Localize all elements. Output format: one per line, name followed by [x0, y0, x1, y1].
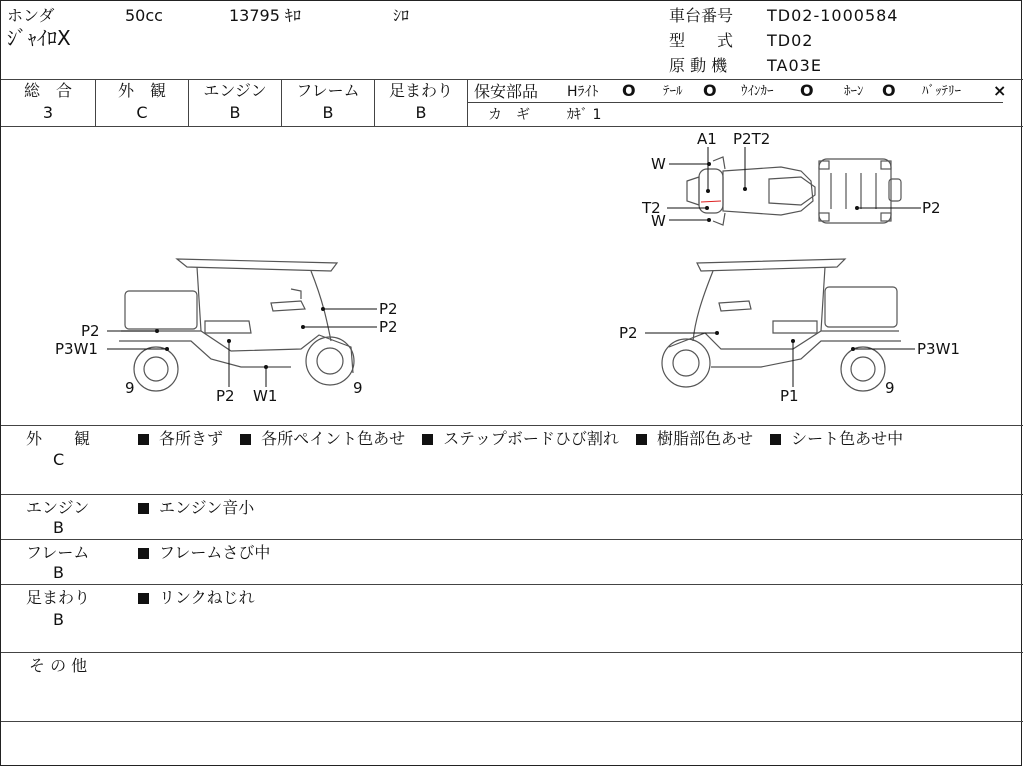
label-p2-left-front-lower: P2 — [379, 318, 398, 336]
engine-grade-value: B — [229, 103, 241, 122]
note-item: フレームさび中 — [159, 543, 271, 562]
divider — [1, 721, 1023, 722]
tail-label: ﾃｰﾙ — [663, 84, 683, 99]
divider — [1, 494, 1023, 495]
type-value: TD02 — [767, 31, 814, 50]
label-p2-top-right: P2 — [922, 199, 941, 217]
label-9-right: 9 — [885, 379, 895, 397]
battery-mark: × — [993, 81, 1007, 100]
suspension-grade-label: 足まわり — [388, 81, 453, 100]
divider — [1, 425, 1023, 426]
tail-mark: O — [703, 81, 717, 100]
engine-value: TA03E — [767, 56, 822, 75]
label-p1-right: P1 — [780, 387, 799, 405]
notes-engine-items — [138, 499, 266, 517]
label-p2-right: P2 — [619, 324, 638, 342]
color: ｼﾛ — [393, 6, 410, 25]
label-w-bottom: W — [651, 212, 666, 230]
label-a1: A1 — [697, 130, 717, 148]
bullet — [422, 434, 433, 445]
safety-label: 保安部品 — [474, 82, 539, 101]
bullet — [138, 593, 149, 604]
notes-exterior-label: 外 観 — [26, 429, 91, 448]
label-w-top: W — [651, 155, 666, 173]
winker-label: ｳｲﾝｶｰ — [741, 84, 774, 99]
note-item: 各所きず — [159, 429, 224, 448]
chassis-value: TD02-1000584 — [767, 6, 899, 25]
notes-suspension-items — [138, 589, 267, 607]
suspension-grade-value: B — [415, 103, 427, 122]
battery-label: ﾊﾞｯﾃﾘｰ — [922, 84, 961, 99]
label-p3w1-left: P3W1 — [55, 340, 98, 358]
note-item: 樹脂部色あせ — [657, 429, 754, 448]
note-item: エンジン音小 — [159, 498, 255, 517]
bullet — [636, 434, 647, 445]
headlight-label: Hﾗｲﾄ — [567, 84, 599, 100]
note-item: 各所ペイント色あせ — [261, 429, 406, 448]
model-name: ｼﾞｬｲﾛX — [7, 26, 71, 50]
notes-other-label: そ の 他 — [29, 656, 88, 675]
engine-label: 原 動 機 — [669, 56, 728, 75]
frame-grade-value: B — [322, 103, 334, 122]
notes-engine-label: エンジン — [26, 498, 90, 517]
label-9-left-front: 9 — [353, 379, 363, 397]
divider — [1, 652, 1023, 653]
bullet — [770, 434, 781, 445]
bullet — [138, 434, 149, 445]
divider — [1, 539, 1023, 540]
make: ホンダ — [7, 6, 55, 25]
label-w1-left: W1 — [253, 387, 278, 405]
label-9-left-rear: 9 — [125, 379, 135, 397]
divider — [1, 584, 1023, 585]
type-label: 型 式 — [669, 31, 734, 50]
horn-mark: O — [882, 81, 896, 100]
notes-suspension-label: 足まわり — [26, 588, 91, 607]
top-view-scooter — [687, 157, 901, 225]
notes-exterior-grade: C — [53, 450, 65, 469]
notes-frame-items — [138, 544, 282, 562]
note-item: ステップボードひび割れ — [443, 429, 619, 448]
overall-value: 3 — [42, 103, 54, 122]
mileage: 13795 ｷﾛ — [229, 6, 301, 25]
note-item: シート色あせ中 — [791, 429, 904, 448]
engine-grade-label: エンジン — [203, 81, 267, 100]
notes-frame-label: フレーム — [26, 543, 90, 562]
label-p2-left-front-upper: P2 — [379, 300, 398, 318]
overall-label: 総 合 — [23, 81, 72, 100]
label-p2-left-step: P2 — [216, 387, 235, 405]
bullet — [138, 503, 149, 514]
headlight-mark: O — [622, 81, 636, 100]
exterior-grade-label: 外 観 — [117, 81, 166, 100]
divider — [467, 102, 1003, 103]
bullet — [240, 434, 251, 445]
winker-mark: O — [800, 81, 814, 100]
label-p2t2-top: P2T2 — [733, 130, 771, 148]
notes-exterior-items — [138, 430, 915, 448]
key-value: ｶｷﾞ 1 — [567, 107, 602, 123]
label-t2: T2 — [642, 199, 661, 217]
key-label: カ ギ — [488, 107, 530, 123]
notes-suspension-grade: B — [53, 610, 64, 629]
bullet — [138, 548, 149, 559]
label-p3w1-right: P3W1 — [917, 340, 960, 358]
displacement: 50cc — [125, 6, 163, 25]
horn-label: ﾎｰﾝ — [844, 84, 864, 99]
divider — [1, 79, 1023, 80]
chassis-label: 車台番号 — [669, 6, 734, 25]
frame-grade-label: フレーム — [296, 81, 360, 100]
notes-engine-grade: B — [53, 518, 64, 537]
label-p2-left-rear: P2 — [81, 322, 100, 340]
exterior-grade-value: C — [136, 103, 148, 122]
notes-frame-grade: B — [53, 563, 64, 582]
left-side-scooter — [119, 259, 354, 391]
right-side-scooter — [662, 259, 901, 391]
note-item: リンクねじれ — [159, 588, 255, 607]
damage-diagram — [1, 127, 1023, 425]
